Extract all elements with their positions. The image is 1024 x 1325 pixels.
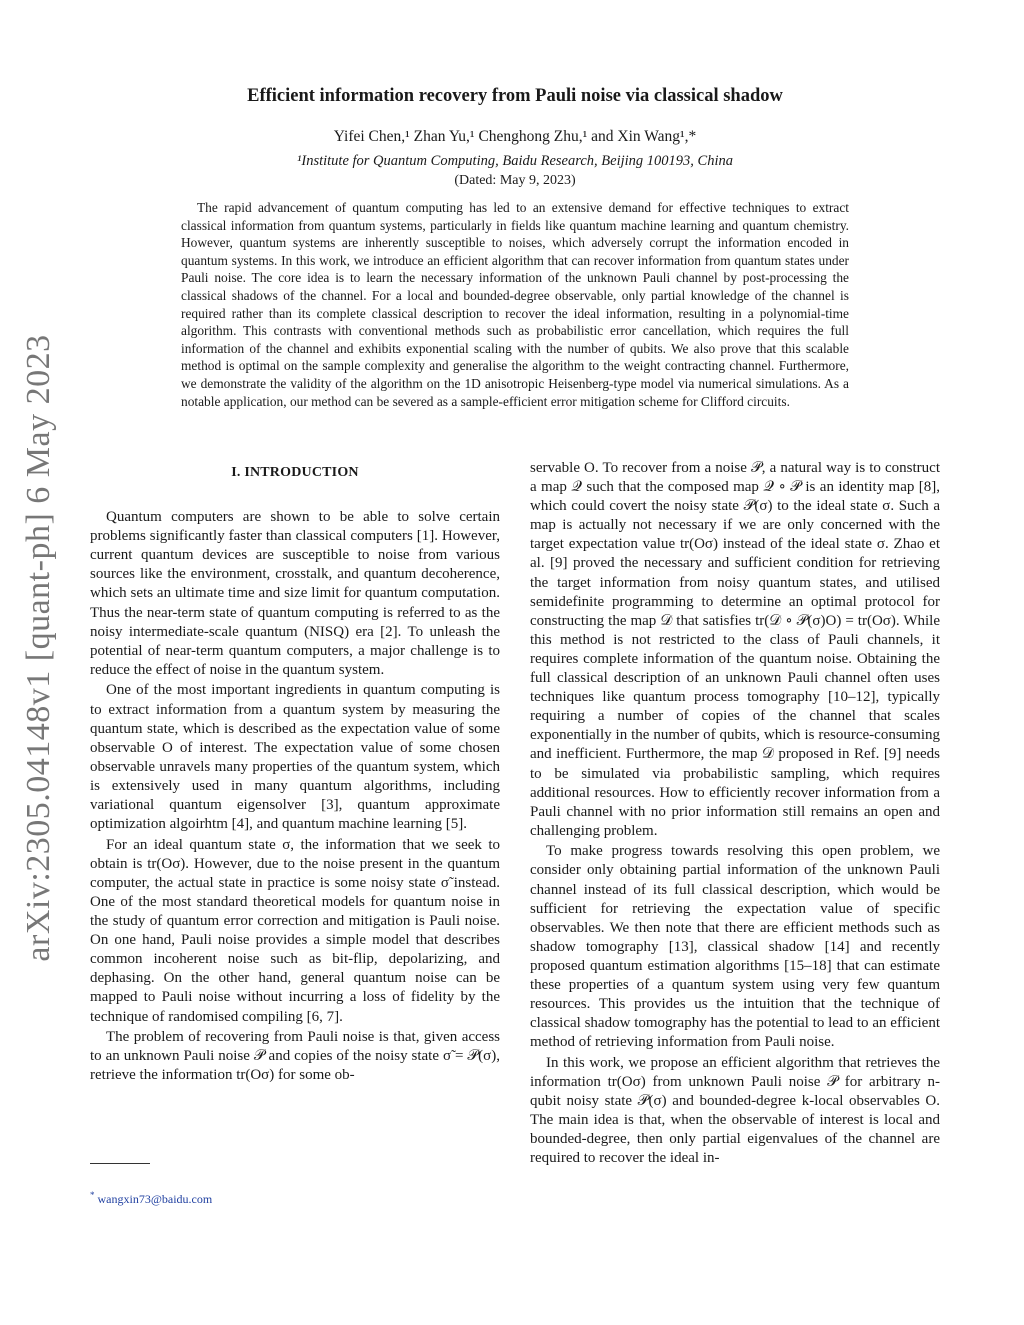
footnote	[90, 1192, 212, 1207]
dated-line: (Dated: May 9, 2023)	[454, 173, 576, 188]
paragraph: To make progress towards resolving this open problem, we consider only obtaining partial information of the unknown Pauli channel instead of its full classical description, which would be sufficient for retrieving the expectation value of specific observables. We then note that there are efficient methods such as shadow tomography [13], classical shadow [14] and recently proposed quantum estimation algorithms [15–18] that can estimate these properties of a quantum system using very few quantum resources. This provides us the intuition that the technique of classical shadow tomography has the potential to lead to an efficient method of retrieving information from Pauli noise.	[530, 843, 940, 1051]
paper-title: Efficient information recovery from Pauli noise via classical shadow	[247, 86, 783, 106]
section-heading: I. INTRODUCTION	[231, 465, 359, 480]
right-column	[530, 459, 940, 1170]
author-list: Yifei Chen,¹ Zhan Yu,¹ Chenghong Zhu,¹ and Xin Wang¹,*	[333, 128, 697, 145]
arxiv-id: arXiv:2305.04148v1 [quant-ph] 6 May 2023	[20, 334, 57, 962]
abstract: The rapid advancement of quantum computing has led to an extensive demand for effective techniques to extract classical information from quantum systems, particularly in fields like quantum machine learning and quantum chemistry. However, quantum systems are inherently susceptible to noises, which adversely corrupt the information encoded in quantum systems. In this work, we introduce an efficient algorithm that can recover information from quantum states under Pauli noise. The core idea is to learn the necessary information of the unknown Pauli channel by post-processing the classical shadows of the channel. For a local and bounded-degree observable, only partial knowledge of the channel is required rather than its complete classical description to recover the ideal information, resulting in a polynomial-time algorithm. This contrasts with conventional methods such as probabilistic error cancellation, which requires the full information of the channel and exhibits exponential scaling with the number of qubits. We also prove that this scalable method is optimal on the sample complexity and generalise the algorithm to the weight contracting channel. Furthermore, we demonstrate the validity of the algorithm on the 1D anisotropic Heisenberg-type model via numerical simulations. As a notable application, our method can be severed as a sample-efficient error mitigation scheme for Clifford circuits.	[181, 200, 849, 409]
paragraph: Quantum computers are shown to be able to solve certain problems significantly faster than classical computers [1]. However, current quantum devices are susceptible to noise from various sources like the environment, crosstalk, and quantum decoherence, which sets an ultimate time and size limit for quantum computation. Thus the near-term state of quantum computing is referred to as the noisy intermediate-scale quantum (NISQ) era [2]. To unleash the potential of near-term quantum computers, a major challenge is to reduce the effect of noise in the quantum system.	[90, 509, 500, 678]
paragraph: servable O. To recover from a noise 𝒫, a natural way is to construct a map 𝒬 such that the composed map 𝒬 ∘ 𝒫 is an identity map [8], which could covert the noisy state 𝒫(σ) to the ideal state σ. Such a map is actually not necessary if we are only concerned with the target expectation value tr(Oσ) instead of the ideal state σ. Zhao et al. [9] proved the necessary and sufficient condition for retrieving the target information from noisy quantum states, and utilised semidefinite programming to determine an optimal protocol for constructing the map 𝒟 that satisfies tr(𝒟 ∘ 𝒫(σ)O) = tr(Oσ). While this method is not restricted to the class of Pauli channels, it requires complete information of the quantum noise. Obtaining the full classical description of an unknown Pauli channel often uses techniques like quantum process tomography [10–12], typically requiring a number of copies of the channel that scales exponentially in the number of qubits, which is resource-consuming and inefficient. Furthermore, the map 𝒟 proposed in Ref. [9] needs to be simulated via probabilistic sampling, which requires additional resources. How to efficiently recover information from a Pauli channel with no prior information still remains an open and challenging problem.	[530, 460, 940, 839]
paragraph: For an ideal quantum state σ, the information that we seek to obtain is tr(Oσ). However, due to the noise present in the quantum computer, the actual state in practice is some noisy state σ̃ instead. One of the most standard theoretical models for quantum noise in the study of quantum error correction and mitigation is Pauli noise. On one hand, Pauli noise provides a simple model that describes common incoherent noise such as bit-flip, depolarizing, and dephasing. On the other hand, general quantum noise can be mapped to Pauli noise without incurring a loss of fidelity by the technique of randomised compiling [6, 7].	[90, 836, 500, 1025]
affiliation: ¹Institute for Quantum Computing, Baidu Research, Beijing 100193, China	[297, 153, 733, 169]
paragraph: The problem of recovering from Pauli noise is that, given access to an unknown Pauli noise 𝒫 and copies of the noisy state σ̃ = 𝒫(σ), retrieve the information tr(Oσ) for some ob-	[90, 1029, 500, 1084]
footnote-email-link[interactable]: wangxin73@baidu.com	[97, 1192, 213, 1206]
left-column	[90, 459, 500, 1087]
paragraph: In this work, we propose an efficient algorithm that retrieves the information tr(Oσ) from unknown Pauli noise 𝒫 for arbitrary n-qubit noisy state 𝒫(σ) and bounded-degree k-local observables O. The main idea is that, when the observable of interest is local and bounded-degree, then only partial eigenvalues of the channel are required to recover the ideal in-	[530, 1054, 940, 1167]
paragraph: One of the most important ingredients in quantum computing is to extract information from a quantum system by measuring the quantum state, which is described as the expectation value of some observable O of interest. The expectation value of some chosen observable unravels many properties of the quantum system, which is extensively used in many quantum algorithms, including variational quantum eigensolver [3], quantum approximate optimization algoirhtm [4], and quantum machine learning [5].	[90, 682, 500, 833]
footnote-marker: *	[90, 1190, 95, 1200]
footnote-divider	[90, 1163, 150, 1164]
arxiv-sidebar	[16, 334, 62, 962]
